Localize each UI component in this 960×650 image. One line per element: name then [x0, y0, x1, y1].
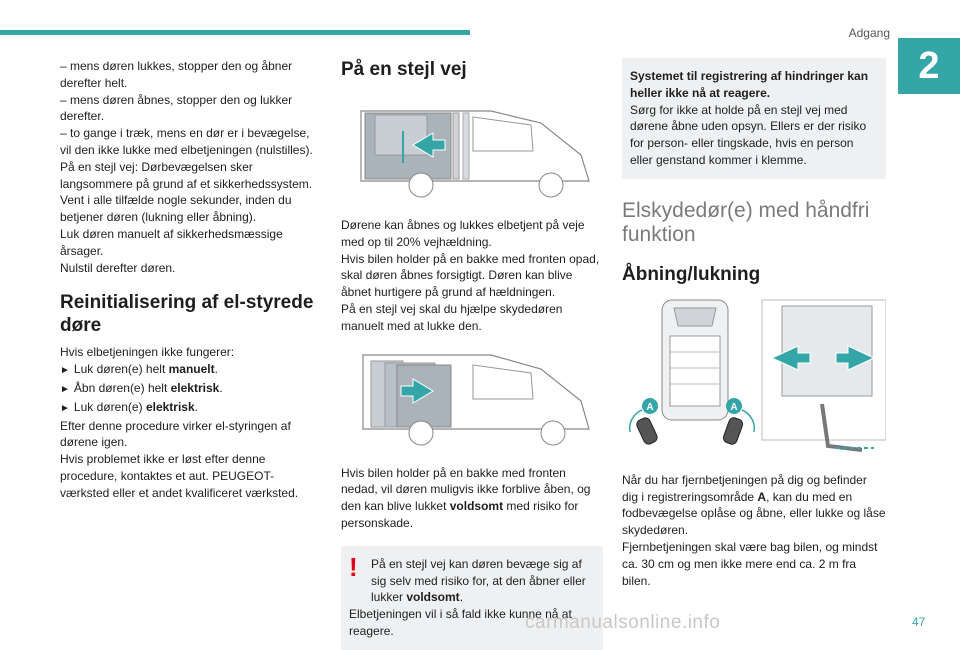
handsfree-text-2: Fjernbetjeningen skal være bag bilen, og mindst ca. 30 cm og men ikke mere end ca. 2 m fra bilen. [622, 539, 878, 588]
page-header-title: Adgang [848, 26, 890, 40]
text-line: Hvis problemet ikke er løst efter denne procedure, kontaktes et aut. PEUGEOT-værksted eller et andet kvalificeret værksted. [60, 452, 299, 500]
text-line: På en stejl vej skal du hjælpe skydedøren manuelt med at lukke den. [341, 301, 563, 333]
heading-reinitialisering: Reinitialisering af el-styrede døre [60, 292, 314, 337]
text-line: – mens døren åbnes, stopper den og lukker derefter. [60, 92, 293, 124]
warning-text-2: Elbetjeningen vil i så fald ikke kunne nå at reagere. [349, 607, 572, 638]
warning-paragraph: Hvis bilen holder på en bakke med fronten nedad, vil døren muligvis ikke forblive åben, og den kan blive lukket voldsomt med risiko for personskade. [341, 465, 591, 530]
arrow-right-icon: ► [60, 365, 70, 377]
zone-a-label-right: A [730, 401, 738, 413]
note-text: Sørg for ikke at holde på en stejl vej med dørene åbne uden opsyn. Ellers er der risiko for person- eller tingskade, hvis en person eller genstand kommer i klemme. [630, 102, 867, 167]
van-door-closing-icon [341, 93, 603, 203]
page-number: 47 [912, 615, 926, 629]
handsfree-text: Når du har fjernbetjeningen på dig og befinder dig i registreringsområde A, kan du med en fodbevægelse oplåse og åbne, eller lukke og låse skydedøren. [622, 472, 886, 538]
chapter-number-tab: 2 [898, 38, 960, 94]
column-3 [622, 58, 886, 589]
text-line: – to gange i træk, mens en dør er i bevægelse, vil den ikke lukke med elbetjeningen (nulstilles). [60, 126, 313, 157]
text-line: Nulstil derefter døren. [60, 260, 176, 275]
text-line: Luk døren manuelt af sikkerhedsmæssige årsager. [60, 226, 283, 258]
van-door-opening-illustration [341, 343, 603, 453]
arrow-right-icon: ► [60, 383, 70, 395]
text-line: Vent i alle tilfælde nogle sekunder, inden du betjener døren (lukning eller åbning). [60, 193, 292, 225]
van-door-closing-illustration [341, 93, 603, 203]
step-item: ► Luk døren(e) helt manuelt. [60, 362, 218, 377]
info-note-box [622, 58, 886, 179]
exclamation-warning-icon: ! [349, 551, 358, 582]
column-1 [60, 58, 322, 502]
heading-aabning-lukning: Åbning/lukning [622, 263, 761, 285]
section-title: Elskydedør(e) med håndfri funktion [622, 198, 870, 246]
text-line: – mens døren lukkes, stopper den og åbner derefter helt. [60, 59, 293, 90]
warning-text: På en stejl vej kan døren bevæge sig af sig selv med risiko for, at den åbner eller lukker voldsomt. [371, 556, 586, 605]
note-bold: Systemet til registrering af hindringer kan heller ikke nå at reagere. [630, 69, 869, 100]
text-line: På en stejl vej: Dørbevægelsen sker langsommere på grund af et sikkerhedssystem. [60, 159, 313, 191]
text-line: Dørene kan åbnes og lukkes elbetjent på veje med op til 20% vejhældning. [341, 218, 585, 249]
warning-box [341, 546, 603, 650]
zone-a-label-left: A [646, 401, 654, 413]
step-item: ► Åbn døren(e) helt elektrisk. [60, 380, 223, 395]
heading-stejl-vej: På en stejl vej [341, 59, 467, 80]
text-line: Efter denne procedure virker el-styringen af dørene igen. [60, 418, 291, 450]
text-line: Hvis bilen holder på en bakke med fronten opad, skal døren åbnes forsigtigt. Døren kan blive åbnet hurtigere på grund af hældningen. [341, 251, 600, 300]
arrow-right-icon: ► [60, 402, 70, 414]
column-2 [341, 58, 603, 650]
van-door-opening-icon [341, 343, 603, 453]
handsfree-detection-icon [622, 296, 886, 458]
header-accent-bar [0, 30, 470, 35]
intro-text: Hvis elbetjeningen ikke fungerer: [60, 345, 235, 360]
watermark: carmanualsonline.info [525, 612, 721, 633]
step-item: ► Luk døren(e) elektrisk. [60, 399, 198, 414]
handsfree-illustration [622, 296, 886, 458]
